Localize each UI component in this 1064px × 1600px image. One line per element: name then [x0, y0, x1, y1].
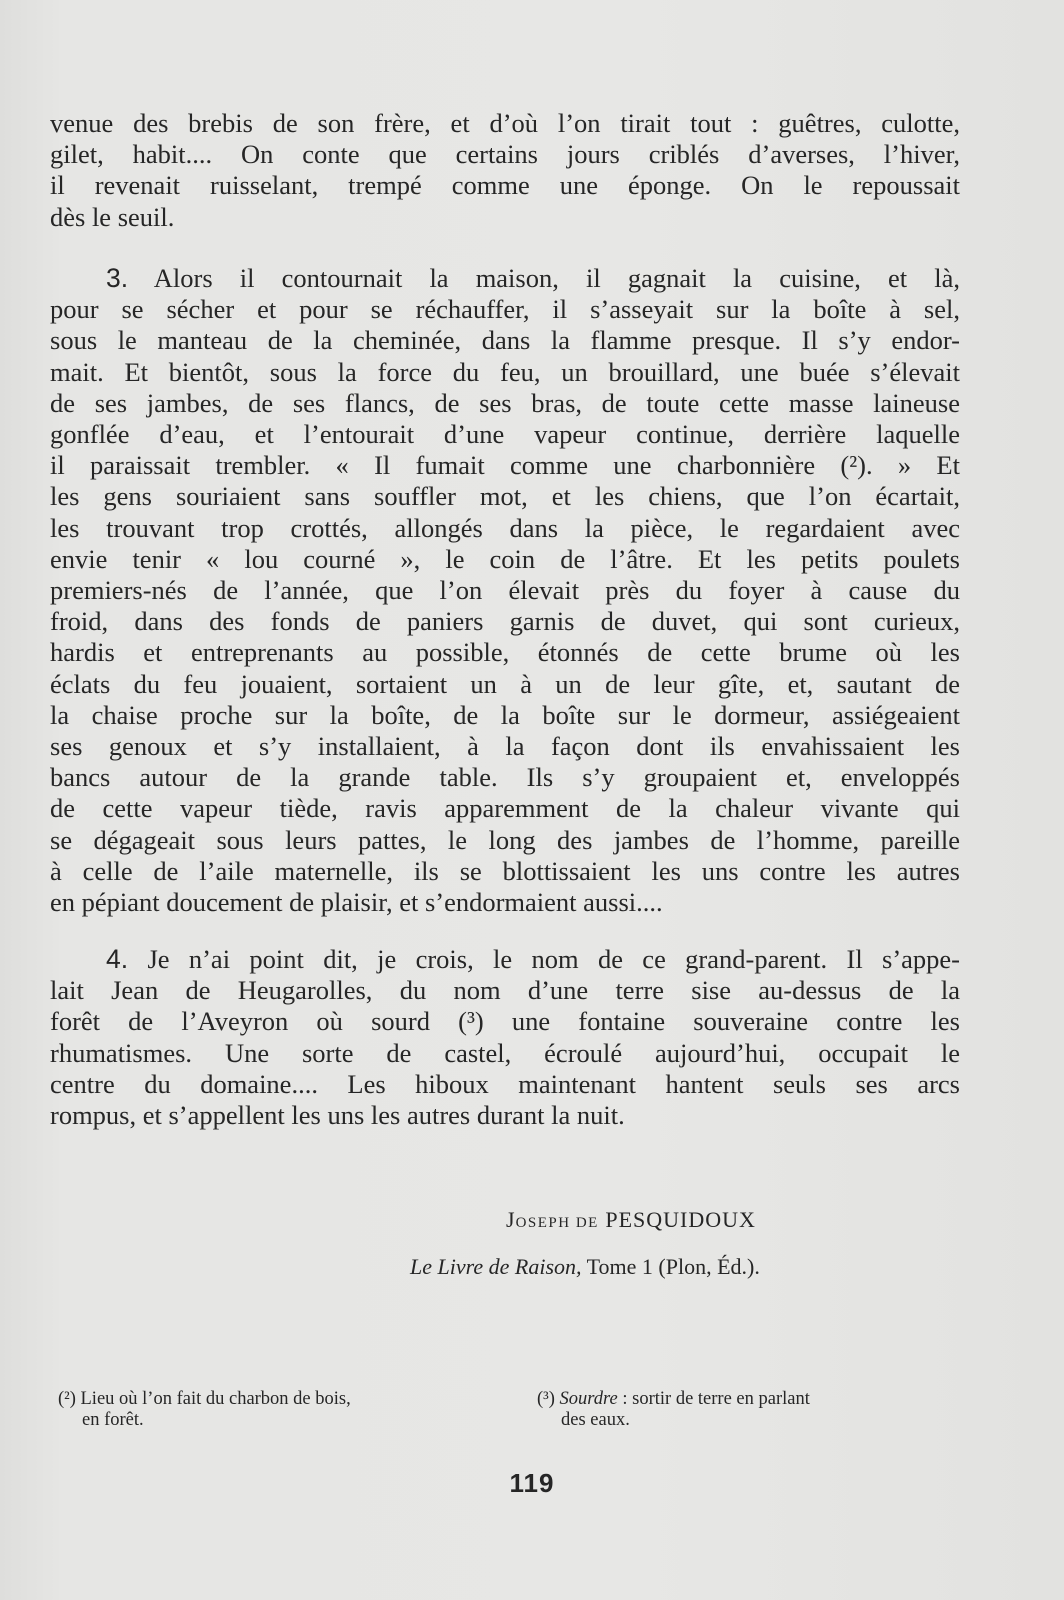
book-title: Le Livre de Raison,	[410, 1254, 582, 1279]
text-line: ses genoux et s’y installaient, à la façon dont ils envahissaient les	[50, 731, 960, 762]
author-name	[506, 1207, 756, 1233]
paragraph-number: 4.	[106, 944, 129, 974]
author-initial: J	[506, 1207, 516, 1232]
text-line: centre du domaine.... Les hiboux maintenant hantent seuls ses arcs	[50, 1068, 960, 1099]
text-line: gilet, habit.... On conte que certains jours criblés d’averses, l’hiver,	[50, 139, 960, 170]
footnote-marker: (²)	[58, 1389, 76, 1409]
paragraph-4	[50, 944, 960, 1131]
text-line: envie tenir « lou courné », le coin de l’âtre. Et les petits poulets	[50, 543, 960, 574]
text-line: de ses jambes, de ses flancs, de ses bras, de toute cette masse laineuse	[50, 387, 960, 418]
text-line: rhumatismes. Une sorte de castel, écroulé aujourd’hui, occupait le	[50, 1037, 960, 1068]
text-line: premiers-nés de l’année, que l’on élevait près du foyer à cause du	[50, 575, 960, 606]
footnote-marker: (³)	[537, 1389, 555, 1409]
source-details: Tome 1 (Plon, Éd.).	[586, 1254, 760, 1279]
page-number: 119	[509, 1468, 555, 1498]
paragraph-number: 3.	[106, 263, 129, 293]
text-line: hardis et entreprenants au possible, étonnés de cette brume où les	[50, 637, 960, 668]
text-line: bancs autour de la grande table. Ils s’y groupaient et, enveloppés	[50, 762, 960, 793]
footnote-3	[537, 1389, 967, 1431]
text-line: il paraissait trembler. « Il fumait comme une charbonnière (²). » Et	[50, 450, 960, 481]
text-line-first	[50, 944, 960, 975]
text-line: se dégageait sous leurs pattes, le long des jambes de l’homme, pareille	[50, 824, 960, 855]
text-line: en pépiant doucement de plaisir, et s’endormaient aussi....	[50, 887, 663, 918]
footnote-text: Lieu où l’on fait du charbon de bois,	[80, 1389, 351, 1409]
text-line: lait Jean de Heugarolles, du nom d’une terre sise au-dessus de la	[50, 975, 960, 1006]
text-line: les gens souriaient sans souffler mot, et les chiens, que l’on écartait,	[50, 481, 960, 512]
footnote-text-continued: en forêt.	[82, 1410, 144, 1430]
text-line: sous le manteau de la cheminée, dans la flamme presque. Il s’y endor-	[50, 325, 960, 356]
text-line: forêt de l’Aveyron où sourd (³) une fontaine souveraine contre les	[50, 1006, 960, 1037]
text-line: gonflée d’eau, et l’entourait d’une vapeur continue, derrière laquelle	[50, 419, 960, 450]
text-line: éclats du feu jouaient, sortaient un à un de leur gîte, et, sautant de	[50, 668, 960, 699]
text-line: venue des brebis de son frère, et d’où l’on tirait tout : guêtres, culotte,	[50, 108, 960, 138]
paragraph-continuation	[50, 108, 960, 233]
text-line: froid, dans des fonds de paniers garnis de duvet, qui sont curieux,	[50, 606, 960, 637]
text-line-first	[50, 263, 960, 294]
text-line: la chaise proche sur la boîte, de la boîte sur le dormeur, assiégeaient	[50, 699, 960, 730]
text-line: pour se sécher et pour se réchauffer, il s’asseyait sur la boîte à sel,	[50, 294, 960, 325]
author-last-name: PESQUIDOUX	[605, 1207, 756, 1232]
footnote-term: Sourdre	[559, 1389, 618, 1409]
footnote-2	[58, 1389, 488, 1431]
text-line: il revenait ruisselant, trempé comme une éponge. On le repoussait	[50, 170, 960, 201]
text-line: de cette vapeur tiède, ravis apparemment de la chaleur vivante qui	[50, 793, 960, 824]
text-line: rompus, et s’appellent les uns les autres durant la nuit.	[50, 1100, 625, 1131]
author-first-name-rest: OSEPH DE	[515, 1215, 599, 1231]
paragraph-3	[50, 263, 960, 918]
text-line: Je n’ai point dit, je crois, le nom de ce grand-parent. Il s’appe-	[147, 944, 961, 974]
text-line: Alors il contournait la maison, il gagnait la cuisine, et là,	[153, 263, 960, 293]
text-line: dès le seuil.	[50, 201, 175, 232]
footnote-text: : sortir de terre en parlant	[622, 1389, 810, 1409]
text-line: les trouvant trop crottés, allongés dans la pièce, le regardaient avec	[50, 512, 960, 543]
text-line: mait. Et bientôt, sous la force du feu, un brouillard, une buée s’élevait	[50, 356, 960, 387]
source-citation	[410, 1254, 760, 1280]
footnote-text-continued: des eaux.	[561, 1410, 630, 1430]
text-line: à celle de l’aile maternelle, ils se blottissaient les uns contre les autres	[50, 855, 960, 886]
